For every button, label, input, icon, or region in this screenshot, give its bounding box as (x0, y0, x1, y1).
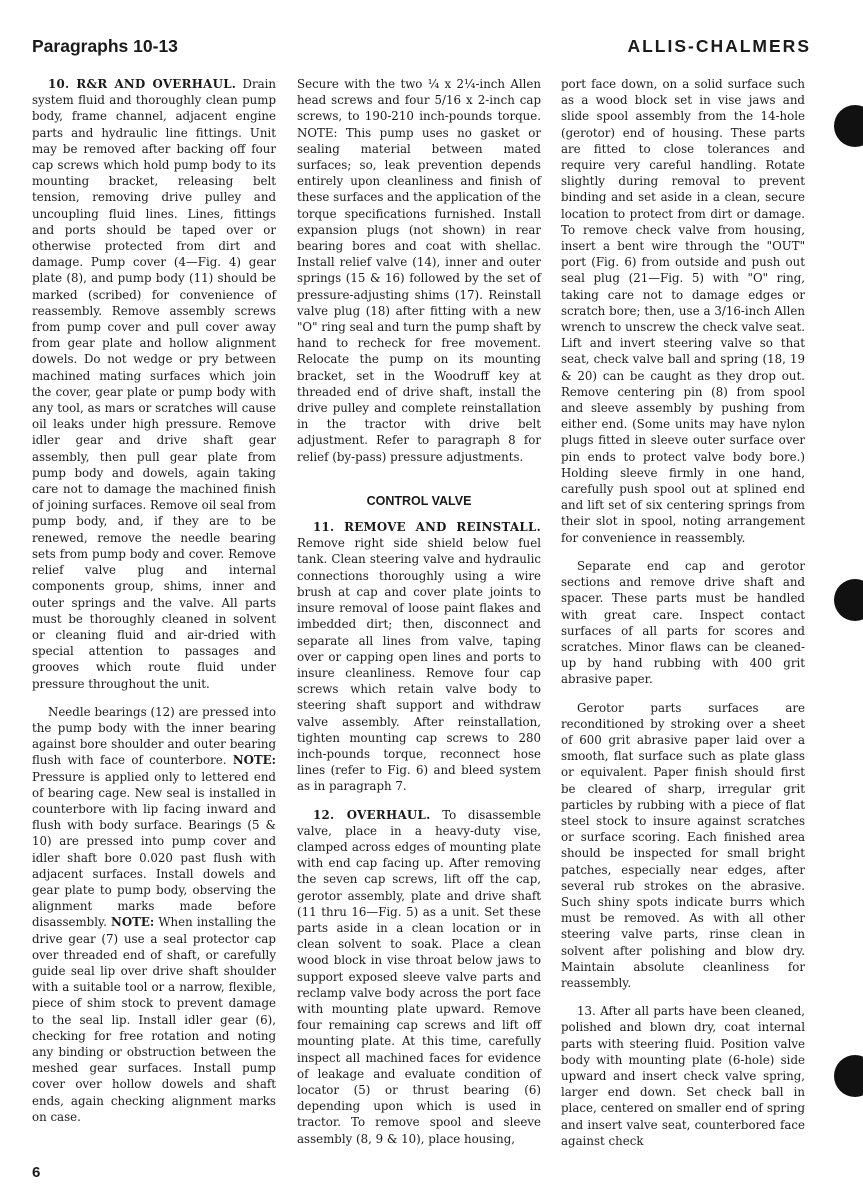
note-label: NOTE: (232, 753, 276, 768)
binder-hole-bottom (834, 1055, 863, 1097)
paragraph-heading: 11. REMOVE AND REINSTALL. (313, 520, 541, 535)
paragraph-body: When installing the drive gear (7) use a seal protector cap over threaded end of shaft, or carefully guide seal lip over drive shaft shoulder with a suitable tool or a narrow, flexible, piece of shim stock to prevent damage to the seal lip. Install idler gear (6), checking for free rotation and noting any binding or obstruction between the meshed gear surfaces. Install pump cover over hollow dowels and shaft ends, again checking alignment marks on case. (32, 915, 276, 1124)
page-header-paragraphs: Paragraphs 10-13 (32, 36, 178, 56)
paragraph-heading: 12. OVERHAUL. (313, 807, 431, 822)
paragraph-gerotor-reconditioning: Gerotor parts surfaces are reconditioned by stroking over a sheet of 600 grit abrasive paper laid over a smooth, flat surface such as plate glass or equivalent. Paper finish should first be cleared of sharp, irregular grit particles by rubbing with a piece of flat steel stock to insure against scratches or surface scoring. Each finished area should be inspected for small bright patches, especially near edges, after several rub strokes on the abrasive. Such shiny spots indicate burrs which must be removed. As with all other steering valve parts, rinse clean in solvent after polishing and blow dry. Maintain absolute cleanliness for reassembly. (561, 700, 805, 990)
paragraph-body: Needle bearings (12) are pressed into the pump body with the inner bearing against bore shoulder and outer bearing flush with face of counterbore. (32, 704, 276, 768)
paragraph-13-reassembly: 13. After all parts have been cleaned, polished and blown dry, coat internal parts with steering fluid. Position valve body with mounting plate (6-hole) side upward and insert check valve spring, larger end down. Set check ball in place, centered on smaller end of spring and insert valve seat, counterbored face against check (561, 1004, 805, 1148)
paragraph-spool-removal: port face down, on a solid surface such as a wood block set in vise jaws and slide spool assembly from the 14-hole (gerotor) end of housing. These parts are fitted to close tolerances and require very careful handling. Rotate slightly during removal to prevent binding and set aside in a clean, secure location to protect from dirt or damage. To remove check valve from housing, insert a bent wire through the "OUT" port (Fig. 6) from outside and push out seal plug (21—Fig. 5) with "O" ring, taking care not to damage edges or scratch bore; then, use a 3/16-inch Allen wrench to unscrew the check valve seat. Lift and invert steering valve so that seat, check valve ball and spring (18, 19 & 20) can be caught as they drop out. Remove centering pin (8) from spool and sleeve assembly by pushing from either end. (Some units may have nylon plugs fitted in sleeve outer surface over pin ends to protect valve body bore.) Holding sleeve firmly in one hand, carefully push spool out at splined end and lift set of six centering springs from their slot in spool, noting arrangement for convenience in reassembly. (561, 77, 805, 545)
binder-hole-middle (834, 579, 863, 621)
paragraph-body: Remove right side shield below fuel tank. Clean steering valve and hydraulic connections thoroughly using a wire brush at cap and cover plate joints to insure removal of loose paint flakes and imbedded dirt; then, disconnect and separate all lines from valve, taping over or capping open lines and ports to insure cleanliness. Remove four cap screws which retain valve body to steering shaft support and withdraw valve assembly. After reinstallation, tighten mounting cap screws to 280 inch-pounds torque, reconnect hose lines (refer to Fig. 6) and bleed system as in paragraph 7. (297, 536, 541, 794)
section-heading-control-valve: CONTROL VALVE (366, 493, 472, 508)
paragraph-pump-reassembly: Secure with the two ¼ x 2¼-inch Allen head screws and four 5/16 x 2-inch cap screws, to 190-210 inch-pounds torque. NOTE: This pump uses no gasket or sealing material between mated surfaces; so, leak prevention depends entirely upon cleanliness and finish of these surfaces and the application of the torque specifications furnished. Install expansion plugs (not shown) in rear bearing bores and coat with shellac. Install relief valve (14), inner and outer springs (15 & 16) followed by the set of pressure-adjusting shims (17). Reinstall valve plug (18) after fitting with a new "O" ring seal and turn the pump shaft by hand to recheck for free movement. Relocate the pump on its mounting bracket, set in the Woodruff key at threaded end of drive shaft, install the drive pulley and complete reinstallation in the tractor with drive belt adjustment. Refer to paragraph 8 for relief (by-pass) pressure adjustments. (297, 77, 542, 464)
binder-hole-top (834, 105, 863, 147)
paragraph-12-overhaul (297, 807, 541, 1147)
paragraph-gerotor-separation: Separate end cap and gerotor sections and remove drive shaft and spacer. These parts must be handled with great care. Inspect contact surfaces of all parts for scores and scratches. Minor flaws can be cleaned-up by hand rubbing with 400 grit abrasive paper. (561, 558, 805, 687)
paragraph-body: To disassemble valve, place in a heavy-duty vise, clamped across edges of mounting plate with end cap facing up. After removing the seven cap screws, lift off the cap, gerotor assembly, plate and drive shaft (11 thru 16—Fig. 5) as a unit. Set these parts aside in a clean location or in clean solvent to soak. Place a clean wood block in vise throat below jaws to support exposed sleeve valve parts and reclamp valve body across the port face with mounting plate upward. Remove four remaining cap screws and lift off mounting plate. At this time, carefully inspect all machined faces for evidence of leakage and evaluate condition of locator (5) or thrust bearing (6) depending upon which is used in tractor. To remove spool and sleeve assembly (8, 9 & 10), place housing, (297, 807, 541, 1146)
paragraph-11-remove-reinstall (297, 519, 541, 794)
note-label: NOTE: (111, 915, 155, 930)
page-number: 6 (32, 1164, 41, 1181)
page-header-brand: ALLIS-CHALMERS (627, 36, 811, 56)
paragraph-10-overhaul (32, 76, 276, 692)
paragraph-body: Pressure is applied only to lettered end of bearing cage. New seal is installed in counterbore with lip facing inward and flush with body surface. Bearings (5 & 10) are pressed into pump cover and idler shaft bore 0.020 past flush with adjacent surfaces. Install dowels and gear plate to pump body, observing the alignment marks made before disassembly. (32, 769, 276, 930)
paragraph-heading: 10. R&R AND OVERHAUL. (48, 77, 237, 91)
paragraph-body: Drain system fluid and thoroughly clean pump body, frame channel, adjacent engine parts and hydraulic line fittings. Unit may be removed after backing off four cap screws which hold pump body to its mounting bracket, releasing belt tension, removing drive pulley and uncoupling fluid lines. Lines, fittings and ports should be taped over or otherwise protected from dirt and damage. Pump cover (4—Fig. 4) gear plate (8), and pump body (11) should be marked (scribed) for convenience of reassembly. Remove assembly screws from pump cover and pull cover away from gear plate and hollow alignment dowels. Do not wedge or pry between machined mating surfaces which join the cover, gear plate or pump body with any tool, as mars or scratches will cause oil leaks under high pressure. Remove idler gear and drive shaft gear assembly, then pull gear plate from pump body and dowels, again taking care not to damage the machined finish of joining surfaces. Remove oil seal from pump body, and, if they are to be renewed, remove the needle bearing sets from pump body and cover. Remove relief valve plug and internal components group, shims, inner and outer springs and the valve. All parts must be thoroughly cleaned in solvent or cleaning fluid and air-dried with special attention to passages and grooves which route fluid under pressure throughout the unit. (32, 77, 276, 691)
text-column-2 (297, 76, 541, 1147)
paragraph-needle-bearings (32, 704, 276, 1125)
text-column-1 (32, 76, 276, 1125)
text-column-3 (561, 76, 805, 1149)
